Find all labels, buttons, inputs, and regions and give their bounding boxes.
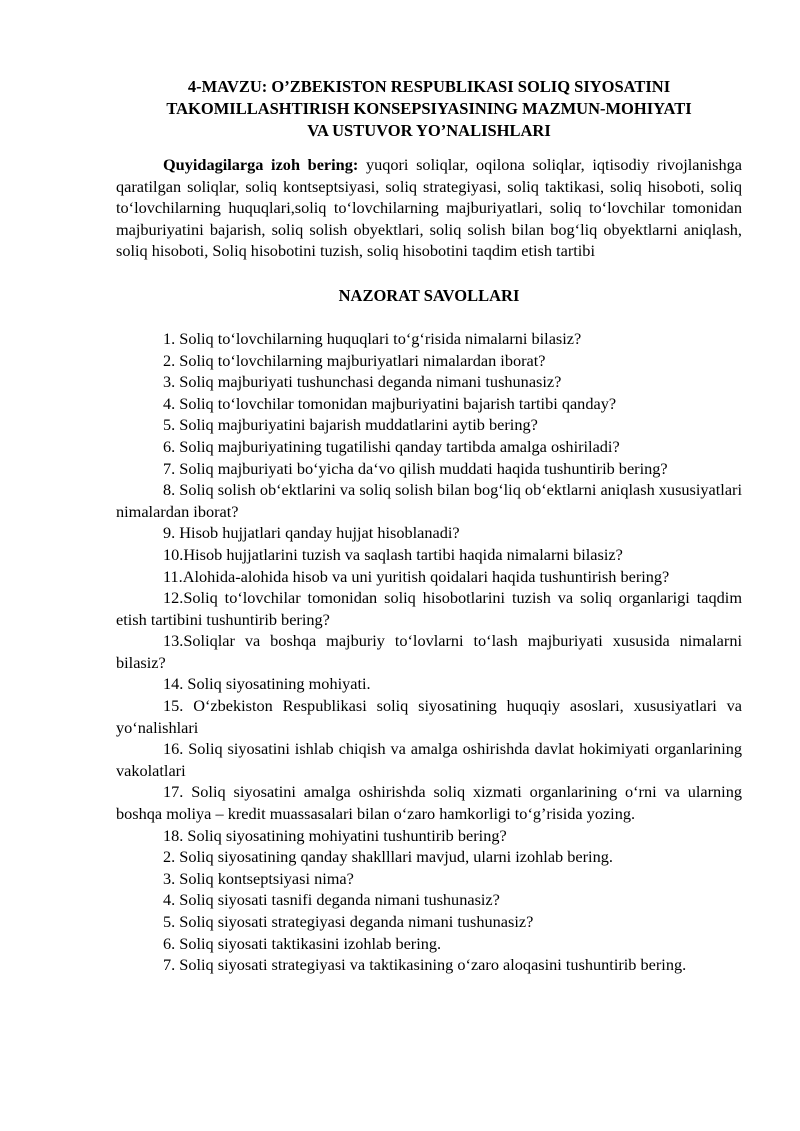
- question-item: 1. Soliq to‘lovchilarning huquqlari to‘g‘risida nimalarni bilasiz?: [163, 328, 582, 348]
- question-item: 3. Soliq majburiyati tushunchasi deganda nimani tushunasiz?: [163, 372, 562, 392]
- question-item: 2. Soliq siyosatining qanday shaklllari mavjud, ularni izohlab bering.: [163, 847, 613, 867]
- question-item: 15. O‘zbekiston Respublikasi soliq siyosatining huquqiy asoslari, xususiyatlari va yo‘nalishlari: [116, 696, 742, 737]
- question-item: 4. Soliq siyosati tasnifi deganda nimani tushunasiz?: [163, 890, 500, 910]
- document-title: [116, 76, 742, 142]
- question-item: 5. Soliq majburiyatini bajarish muddatlarini aytib bering?: [163, 415, 538, 435]
- question-item: 3. Soliq kontseptsiyasi nima?: [163, 868, 354, 888]
- question-item: 13.Soliqlar va boshqa majburiy to‘lovlarni to‘lash majburiyati xususida nimalarni bilasiz?: [116, 631, 742, 672]
- question-item: 10.Hisob hujjatlarini tuzish va saqlash tartibi haqida nimalarni bilasiz?: [163, 544, 623, 564]
- section-title: NAZORAT SAVOLLARI: [338, 285, 520, 305]
- intro-text: yuqori soliqlar, oqilona soliqlar, iqtisodiy rivojlanishga qaratilgan soliqlar, soliq kontseptsiyasi, soliq strategiyasi, soliq taktikasi, soliq hisoboti, soliq to‘lovchilarning huquqlari,soliq to‘lovchilarning majburiyatlari, soliq to‘lovchilar tomonidan majburiyatini bajarish, soliq solish obyektlari, soliq solish bilan bog‘liq obyektlarni aniqlash, soliq hisoboti, Soliq hisobotini tuzish, soliq hisobotini taqdim etish tartibi: [116, 155, 742, 261]
- question-item: 7. Soliq majburiyati bo‘yicha da‘vo qilish muddati haqida tushuntirib bering?: [163, 458, 668, 478]
- question-item: 14. Soliq siyosatining mohiyati.: [163, 674, 371, 694]
- question-item: 18. Soliq siyosatining mohiyatini tushuntirib bering?: [163, 825, 507, 845]
- title-line: 4-MAVZU: O’ZBEKISTON RESPUBLIKASI SOLIQ SIYOSATINI: [187, 77, 671, 96]
- question-item: 2. Soliq to‘lovchilarning majburiyatlari nimalardan iborat?: [163, 350, 546, 370]
- question-item: 9. Hisob hujjatlari qanday hujjat hisoblanadi?: [163, 523, 460, 543]
- question-item: 7. Soliq siyosati strategiyasi va taktikasining o‘zaro aloqasini tushuntirib bering.: [163, 955, 687, 975]
- title-line: VA USTUVOR YO’NALISHLARI: [307, 121, 551, 140]
- question-item: 17. Soliq siyosatini amalga oshirishda soliq xizmati organlarining o‘rni va ularning boshqa moliya – kredit muassasalari bilan o‘zaro hamkorligi to‘g’risida yozing.: [116, 782, 742, 824]
- question-item: 8. Soliq solish ob‘ektlarini va soliq solish bilan bog‘liq ob‘ektlarni aniqlash xususiyatlari nimalardan iborat?: [116, 480, 742, 521]
- intro-label: Quyidagilarga izoh bering:: [163, 155, 359, 174]
- question-item: 16. Soliq siyosatini ishlab chiqish va amalga oshirishda davlat hokimiyati organlarining vakolatlari: [116, 739, 742, 780]
- page-content: [116, 76, 742, 976]
- question-item: 12.Soliq to‘lovchilar tomonidan soliq hisobotlarini tuzish va soliq organlarigi taqdim etish tartibini tushuntirib bering?: [116, 588, 742, 629]
- title-line: TAKOMILLASHTIRISH KONSEPSIYASINING MAZMUN-MOHIYATI: [166, 99, 692, 118]
- question-item: 6. Soliq siyosati taktikasini izohlab bering.: [163, 933, 442, 953]
- questions-list: [116, 328, 742, 976]
- question-item: 4. Soliq to‘lovchilar tomonidan majburiyatini bajarish tartibi qanday?: [163, 393, 617, 413]
- question-item: 11.Alohida-alohida hisob va uni yuritish qoidalari haqida tushuntirish bering?: [163, 566, 670, 586]
- intro-paragraph: [116, 154, 742, 262]
- question-item: 5. Soliq siyosati strategiyasi deganda nimani tushunasiz?: [163, 912, 534, 931]
- question-item: 6. Soliq majburiyatining tugatilishi qanday tartibda amalga oshiriladi?: [163, 436, 620, 456]
